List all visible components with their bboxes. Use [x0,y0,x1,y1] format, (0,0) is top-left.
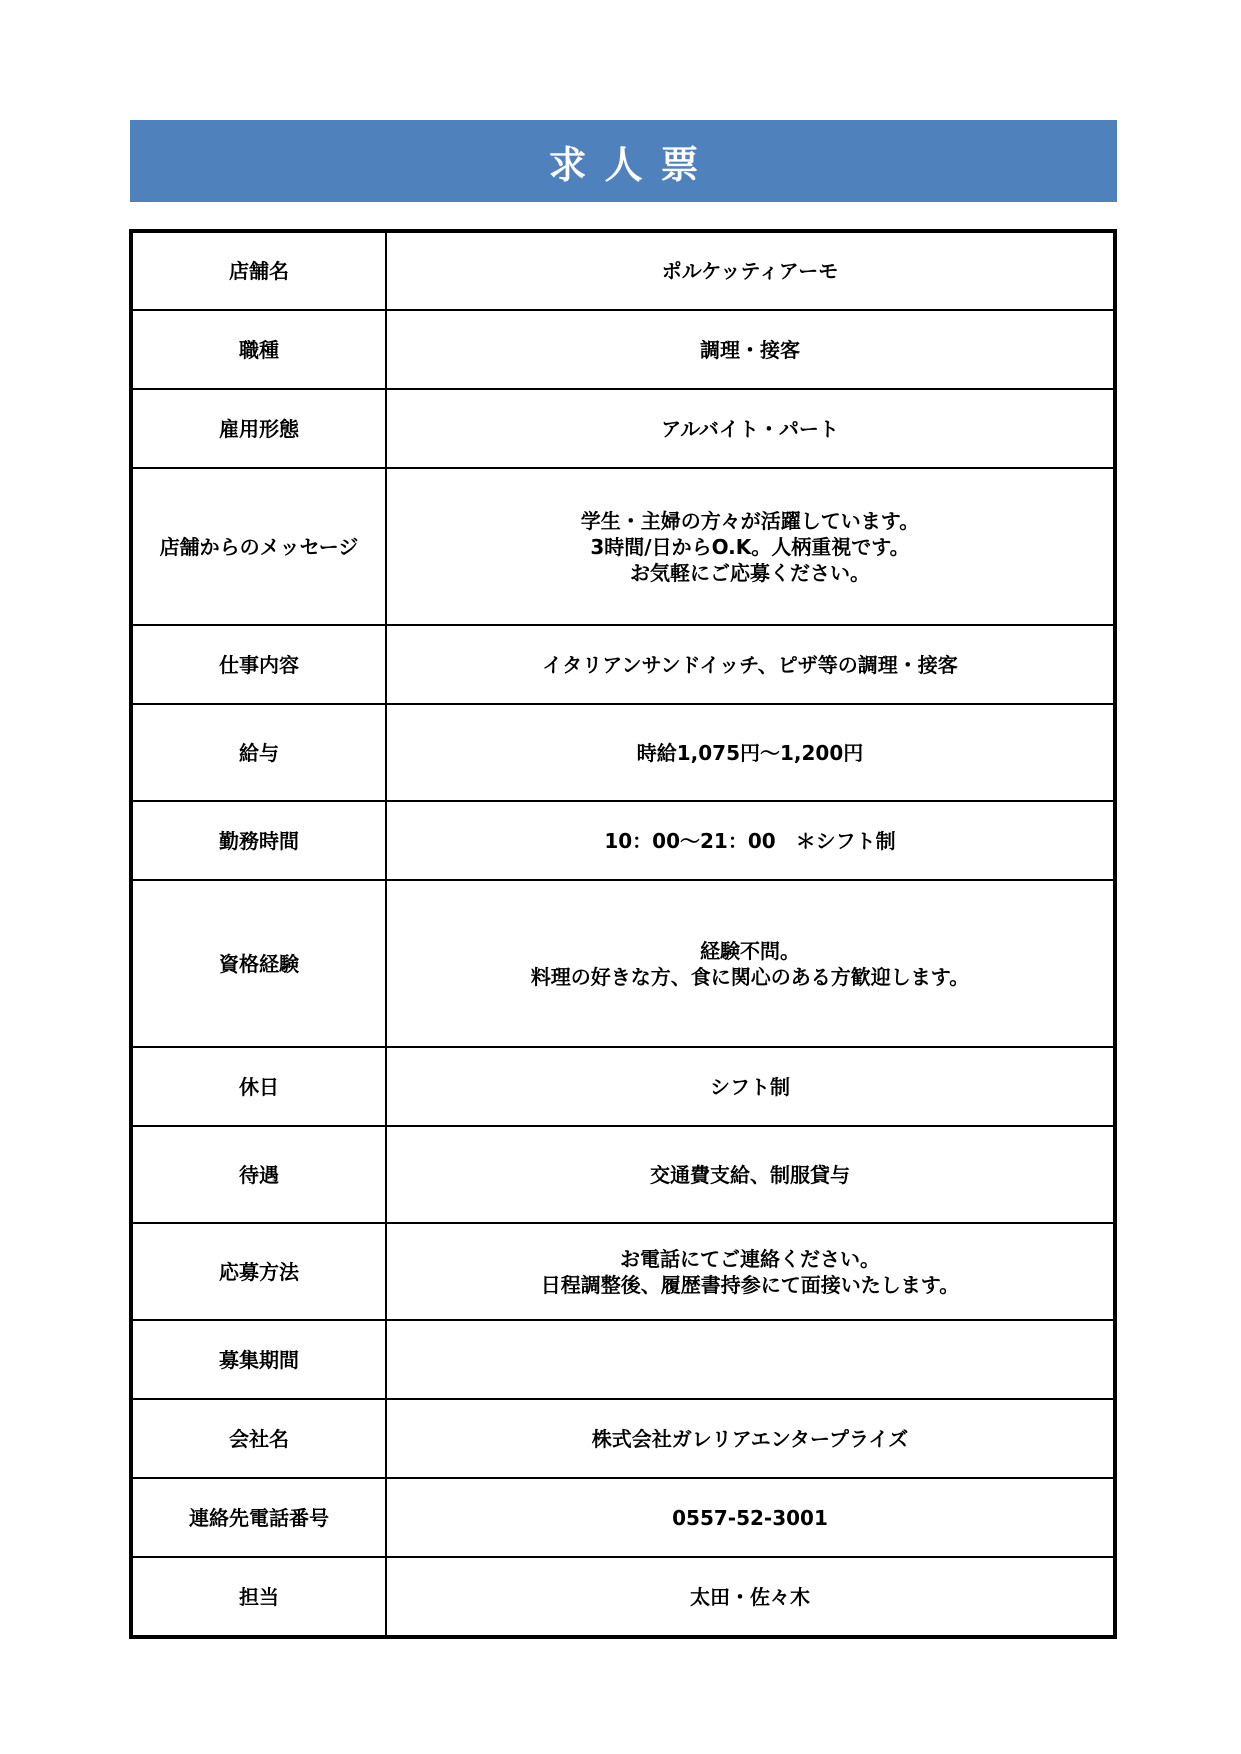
row-label-holidays: 休日 [131,1047,386,1126]
table-row [131,1047,1115,1126]
table-row [131,1399,1115,1478]
row-label-company-name: 会社名 [131,1399,386,1478]
job-posting-table [129,229,1117,1639]
row-value-application-method: お電話にてご連絡ください。 日程調整後、履歴書持参にて面接いたします。 [386,1223,1115,1320]
row-value-store-message: 学生・主婦の方々が活躍しています。 3時間/日からO.K。人柄重視です。 お気軽にご応募ください。 [386,468,1115,625]
table-row [131,310,1115,389]
row-label-recruitment-period: 募集期間 [131,1320,386,1399]
table-row [131,880,1115,1047]
table-row [131,704,1115,801]
row-label-job-description: 仕事内容 [131,625,386,704]
row-label-store-message: 店舗からのメッセージ [131,468,386,625]
row-value-store-name: ポルケッティアーモ [386,231,1115,310]
table-row [131,231,1115,310]
table-row [131,468,1115,625]
row-value-contact-phone: 0557-52-3001 [386,1478,1115,1557]
row-value-job-type: 調理・接客 [386,310,1115,389]
row-value-job-description: イタリアンサンドイッチ、ピザ等の調理・接客 [386,625,1115,704]
row-value-holidays: シフト制 [386,1047,1115,1126]
row-label-store-name: 店舗名 [131,231,386,310]
row-value-employment-type: アルバイト・パート [386,389,1115,468]
table-row [131,801,1115,880]
row-value-qualifications: 経験不問。 料理の好きな方、食に関心のある方歓迎します。 [386,880,1115,1047]
page-title: 求人票 [548,142,717,187]
row-value-benefits: 交通費支給、制服貸与 [386,1126,1115,1223]
row-label-application-method: 応募方法 [131,1223,386,1320]
row-label-salary: 給与 [131,704,386,801]
row-value-recruitment-period [386,1320,1115,1399]
row-value-company-name: 株式会社ガレリアエンタープライズ [386,1399,1115,1478]
title-banner [130,120,1117,202]
table-row [131,625,1115,704]
row-label-working-hours: 勤務時間 [131,801,386,880]
row-label-person-in-charge: 担当 [131,1557,386,1637]
row-value-person-in-charge: 太田・佐々木 [386,1557,1115,1637]
row-label-employment-type: 雇用形態 [131,389,386,468]
table-row [131,1126,1115,1223]
row-value-working-hours: 10：00～21：00 ＊シフト制 [386,801,1115,880]
row-label-qualifications: 資格経験 [131,880,386,1047]
row-value-salary: 時給1,075円～1,200円 [386,704,1115,801]
table-row [131,389,1115,468]
table-row [131,1557,1115,1637]
table-row [131,1478,1115,1557]
row-label-contact-phone: 連絡先電話番号 [131,1478,386,1557]
table-row [131,1223,1115,1320]
row-label-benefits: 待遇 [131,1126,386,1223]
table-row [131,1320,1115,1399]
row-label-job-type: 職種 [131,310,386,389]
